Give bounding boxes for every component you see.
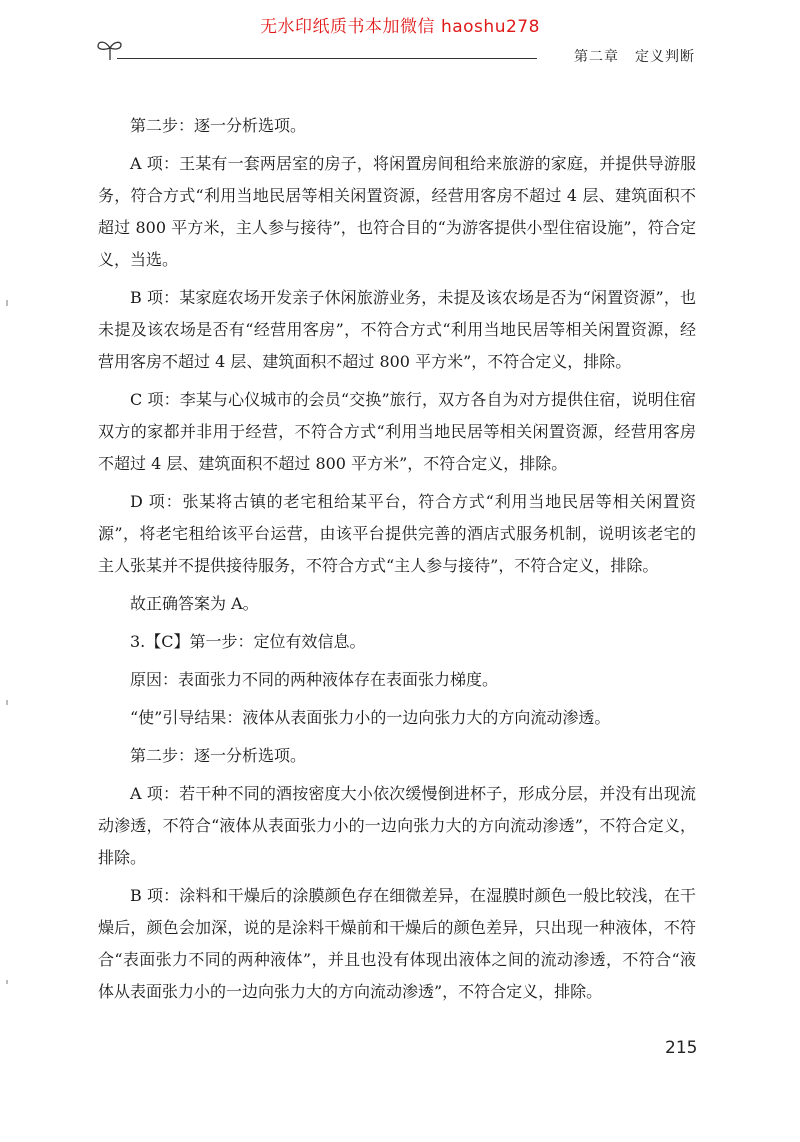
chapter-label: 第二章 [574,49,619,65]
header-rule [117,58,537,59]
running-header [95,38,695,68]
paragraph: 故正确答案为 A。 [130,594,259,613]
page-number: 215 [665,1038,698,1058]
section-label: 定义判断 [635,49,695,65]
paragraph: A 项：若干种不同的酒按密度大小依次缓慢倒进杯子，形成分层，并没有出现流动渗透，不符合“液体从表面张力小的一边向张力大的方向流动渗透”，不符合定义，排除。 [98,784,696,867]
watermark-text: 无水印纸质书本加微信 haoshu278 [260,17,540,37]
paragraph: 第二步：逐一分析选项。 [130,116,307,135]
paragraph: B 项：涂料和干燥后的涂膜颜色存在细微差异，在湿膜时颜色一般比较浅，在干燥后，颜色会加深，说的是涂料干燥前和干燥后的颜色差异，只出现一种液体，不符合“表面张力不同的两种液体”，并且也没有体现出液体之间的流动渗透，不符合“液体从表面张力小的一边向张力大的方向流动渗透”，不符合定义，排除。 [98,886,696,1001]
paragraph: C 项：李某与心仪城市的会员“交换”旅行，双方各自为对方提供住宿，说明住宿双方的家都并非用于经营，不符合方式“利用当地民居等相关闲置资源，经营用客房不超过 4 层、建筑面积不超过 800 平方米”，不符合定义，排除。 [98,390,696,473]
chapter-heading [574,46,695,66]
paragraph: 3.【C】第一步：定位有效信息。 [130,632,366,651]
paragraph: “使”引导结果：液体从表面张力小的一边向张力大的方向流动渗透。 [130,708,611,727]
paragraph: A 项：王某有一套两居室的房子，将闲置房间租给来旅游的家庭，并提供导游服务，符合方式“利用当地民居等相关闲置资源，经营用客房不超过 4 层、建筑面积不超过 800 平方米，主人参与接待”，也符合目的“为游客提供小型住宿设施”，符合定义，当选。 [98,154,696,269]
paragraph: 原因：表面张力不同的两种液体存在表面张力梯度。 [130,670,499,689]
paragraph: B 项：某家庭农场开发亲子休闲旅游业务，未提及该农场是否为“闲置资源”，也未提及该农场是否有“经营用客房”，不符合方式“利用当地民居等相关闲置资源，经营用客房不超过 4 层、建筑面积不超过 800 平方米”，不符合定义，排除。 [98,288,696,371]
body-text [98,110,696,1014]
paragraph: D 项：张某将古镇的老宅租给某平台，符合方式“利用当地民居等相关闲置资源”，将老宅租给该平台运营，由该平台提供完善的酒店式服务机制，说明该老宅的主人张某并不提供接待服务，不符合方式“主人参与接待”，不符合定义，排除。 [98,492,696,575]
paragraph: 第二步：逐一分析选项。 [130,746,307,765]
